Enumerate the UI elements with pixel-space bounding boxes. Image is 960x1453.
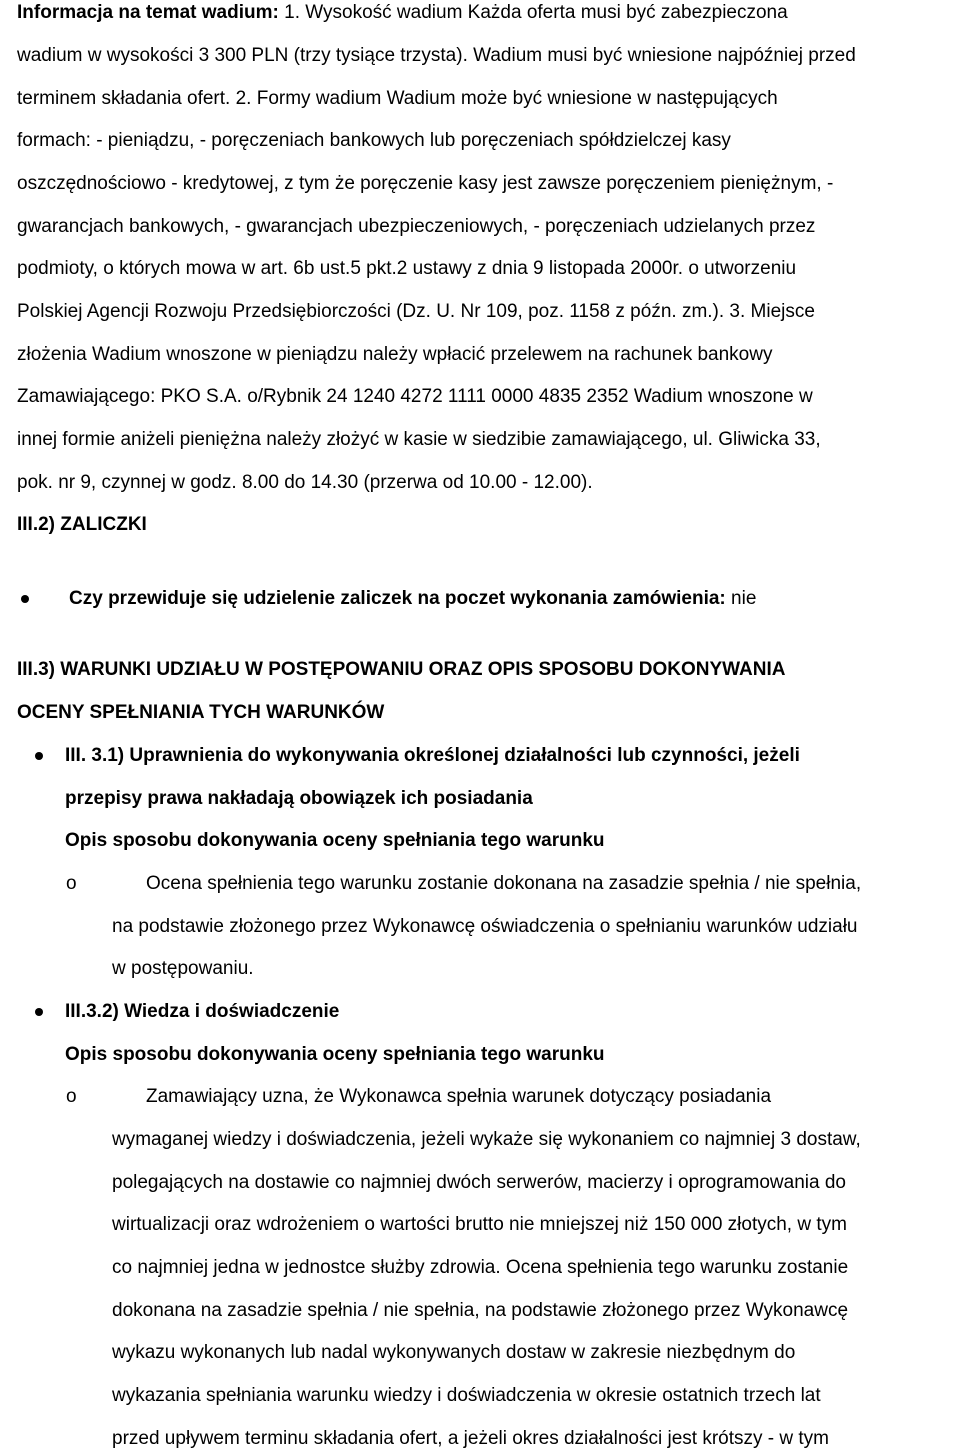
intro-line-0 — [17, 2, 788, 24]
intro-line-1: wadium w wysokości 3 300 PLN (trzy tysiące trzysta). Wadium musi być wniesione najpóźniej przed — [17, 45, 856, 66]
item2-title: III.3.2) Wiedza i doświadczenie — [65, 1001, 340, 1022]
item2-body-line-4: wirtualizacji oraz wdrożeniem o wartości brutto nie mniejszej niż 150 000 złotych, w tym — [112, 1214, 847, 1235]
intro-line-11: pok. nr 9, czynnej w godz. 8.00 do 14.30 (przerwa od 10.00 - 12.00). — [17, 472, 593, 493]
item2-body-line-6: dokonana na zasadzie spełnia / nie spełnia, na podstawie złożonego przez Wykonawcę — [112, 1300, 849, 1321]
circle-marker-icon: o — [66, 873, 77, 894]
intro-line-7: Polskiej Agencji Rozwoju Przedsiębiorczości (Dz. U. Nr 109, poz. 1158 z późn. zm.). 3. Miejsce — [17, 301, 815, 322]
zaliczki-question-line — [69, 588, 756, 610]
warunki-heading-line-2: OCENY SPEŁNIANIA TYCH WARUNKÓW — [17, 702, 385, 723]
circle-marker-icon: o — [66, 1086, 77, 1107]
item1-title-line-1: III. 3.1) Uprawnienia do wykonywania określonej działalności lub czynności, jeżeli — [65, 745, 800, 766]
item2-body-line-9: przed upływem terminu składania ofert, a jeżeli okres działalności jest krótszy - w tym — [112, 1428, 829, 1449]
item1-body-line-3: w postępowaniu. — [112, 958, 254, 979]
intro-line-0-text: 1. Wysokość wadium Każda oferta musi być zabezpieczona — [278, 2, 788, 23]
item2-subheading: Opis sposobu dokonywania oceny spełniania tego warunku — [65, 1044, 605, 1065]
bullet-icon — [21, 595, 29, 603]
intro-line-9: Zamawiającego: PKO S.A. o/Rybnik 24 1240 4272 1111 0000 4835 2352 Wadium wnoszone w — [17, 386, 813, 407]
bullet-icon — [35, 752, 43, 760]
intro-line-4: oszczędnościowo - kredytowej, z tym że poręczenie kasy jest zawsze poręczeniem pieniężnym, - — [17, 173, 834, 194]
intro-label: Informacja na temat wadium: — [17, 2, 279, 23]
zaliczki-question: Czy przewiduje się udzielenie zaliczek na poczet wykonania zamówienia: — [69, 588, 726, 609]
item1-subheading: Opis sposobu dokonywania oceny spełniania tego warunku — [65, 830, 605, 851]
item1-body-line-1: Ocena spełnienia tego warunku zostanie dokonana na zasadzie spełnia / nie spełnia, — [146, 873, 862, 894]
intro-line-5: gwarancjach bankowych, - gwarancjach ubezpieczeniowych, - poręczeniach udzielanych przez — [17, 216, 816, 237]
intro-line-8: złożenia Wadium wnoszone w pieniądzu należy wpłacić przelewem na rachunek bankowy — [17, 344, 773, 365]
item1-body-line-2: na podstawie złożonego przez Wykonawcę oświadczenia o spełnianiu warunków udziału — [112, 916, 858, 937]
item2-body-line-1: Zamawiający uzna, że Wykonawca spełnia warunek dotyczący posiadania — [146, 1086, 772, 1107]
intro-line-10: innej formie aniżeli pieniężna należy złożyć w kasie w siedzibie zamawiającego, ul. Gliwicka 33, — [17, 429, 821, 450]
warunki-heading-line-1: III.3) WARUNKI UDZIAŁU W POSTĘPOWANIU ORAZ OPIS SPOSOBU DOKONYWANIA — [17, 659, 786, 680]
item2-body-line-8: wykazania spełniania warunku wiedzy i doświadczenia w okresie ostatnich trzech lat — [112, 1385, 821, 1406]
intro-line-3: formach: - pieniądzu, - poręczeniach bankowych lub poręczeniach spółdzielczej kasy — [17, 130, 731, 151]
item1-title-line-2: przepisy prawa nakładają obowiązek ich posiadania — [65, 788, 533, 809]
item2-body-line-2: wymaganej wiedzy i doświadczenia, jeżeli wykaże się wykonaniem co najmniej 3 dostaw, — [112, 1129, 861, 1150]
bullet-icon — [35, 1008, 43, 1016]
zaliczki-heading: III.2) ZALICZKI — [17, 514, 147, 535]
item2-body-line-5: co najmniej jedna w jednostce służby zdrowia. Ocena spełnienia tego warunku zostanie — [112, 1257, 849, 1278]
intro-line-6: podmioty, o których mowa w art. 6b ust.5 pkt.2 ustawy z dnia 9 listopada 2000r. o utworzeniu — [17, 258, 797, 279]
item2-body-line-3: polegających na dostawie co najmniej dwóch serwerów, macierzy i oprogramowania do — [112, 1172, 846, 1193]
zaliczki-answer: nie — [725, 588, 757, 609]
intro-line-2: terminem składania ofert. 2. Formy wadium Wadium może być wniesione w następujących — [17, 88, 778, 109]
item2-body-line-7: wykazu wykonanych lub nadal wykonywanych dostaw w zakresie niezbędnym do — [112, 1342, 796, 1363]
